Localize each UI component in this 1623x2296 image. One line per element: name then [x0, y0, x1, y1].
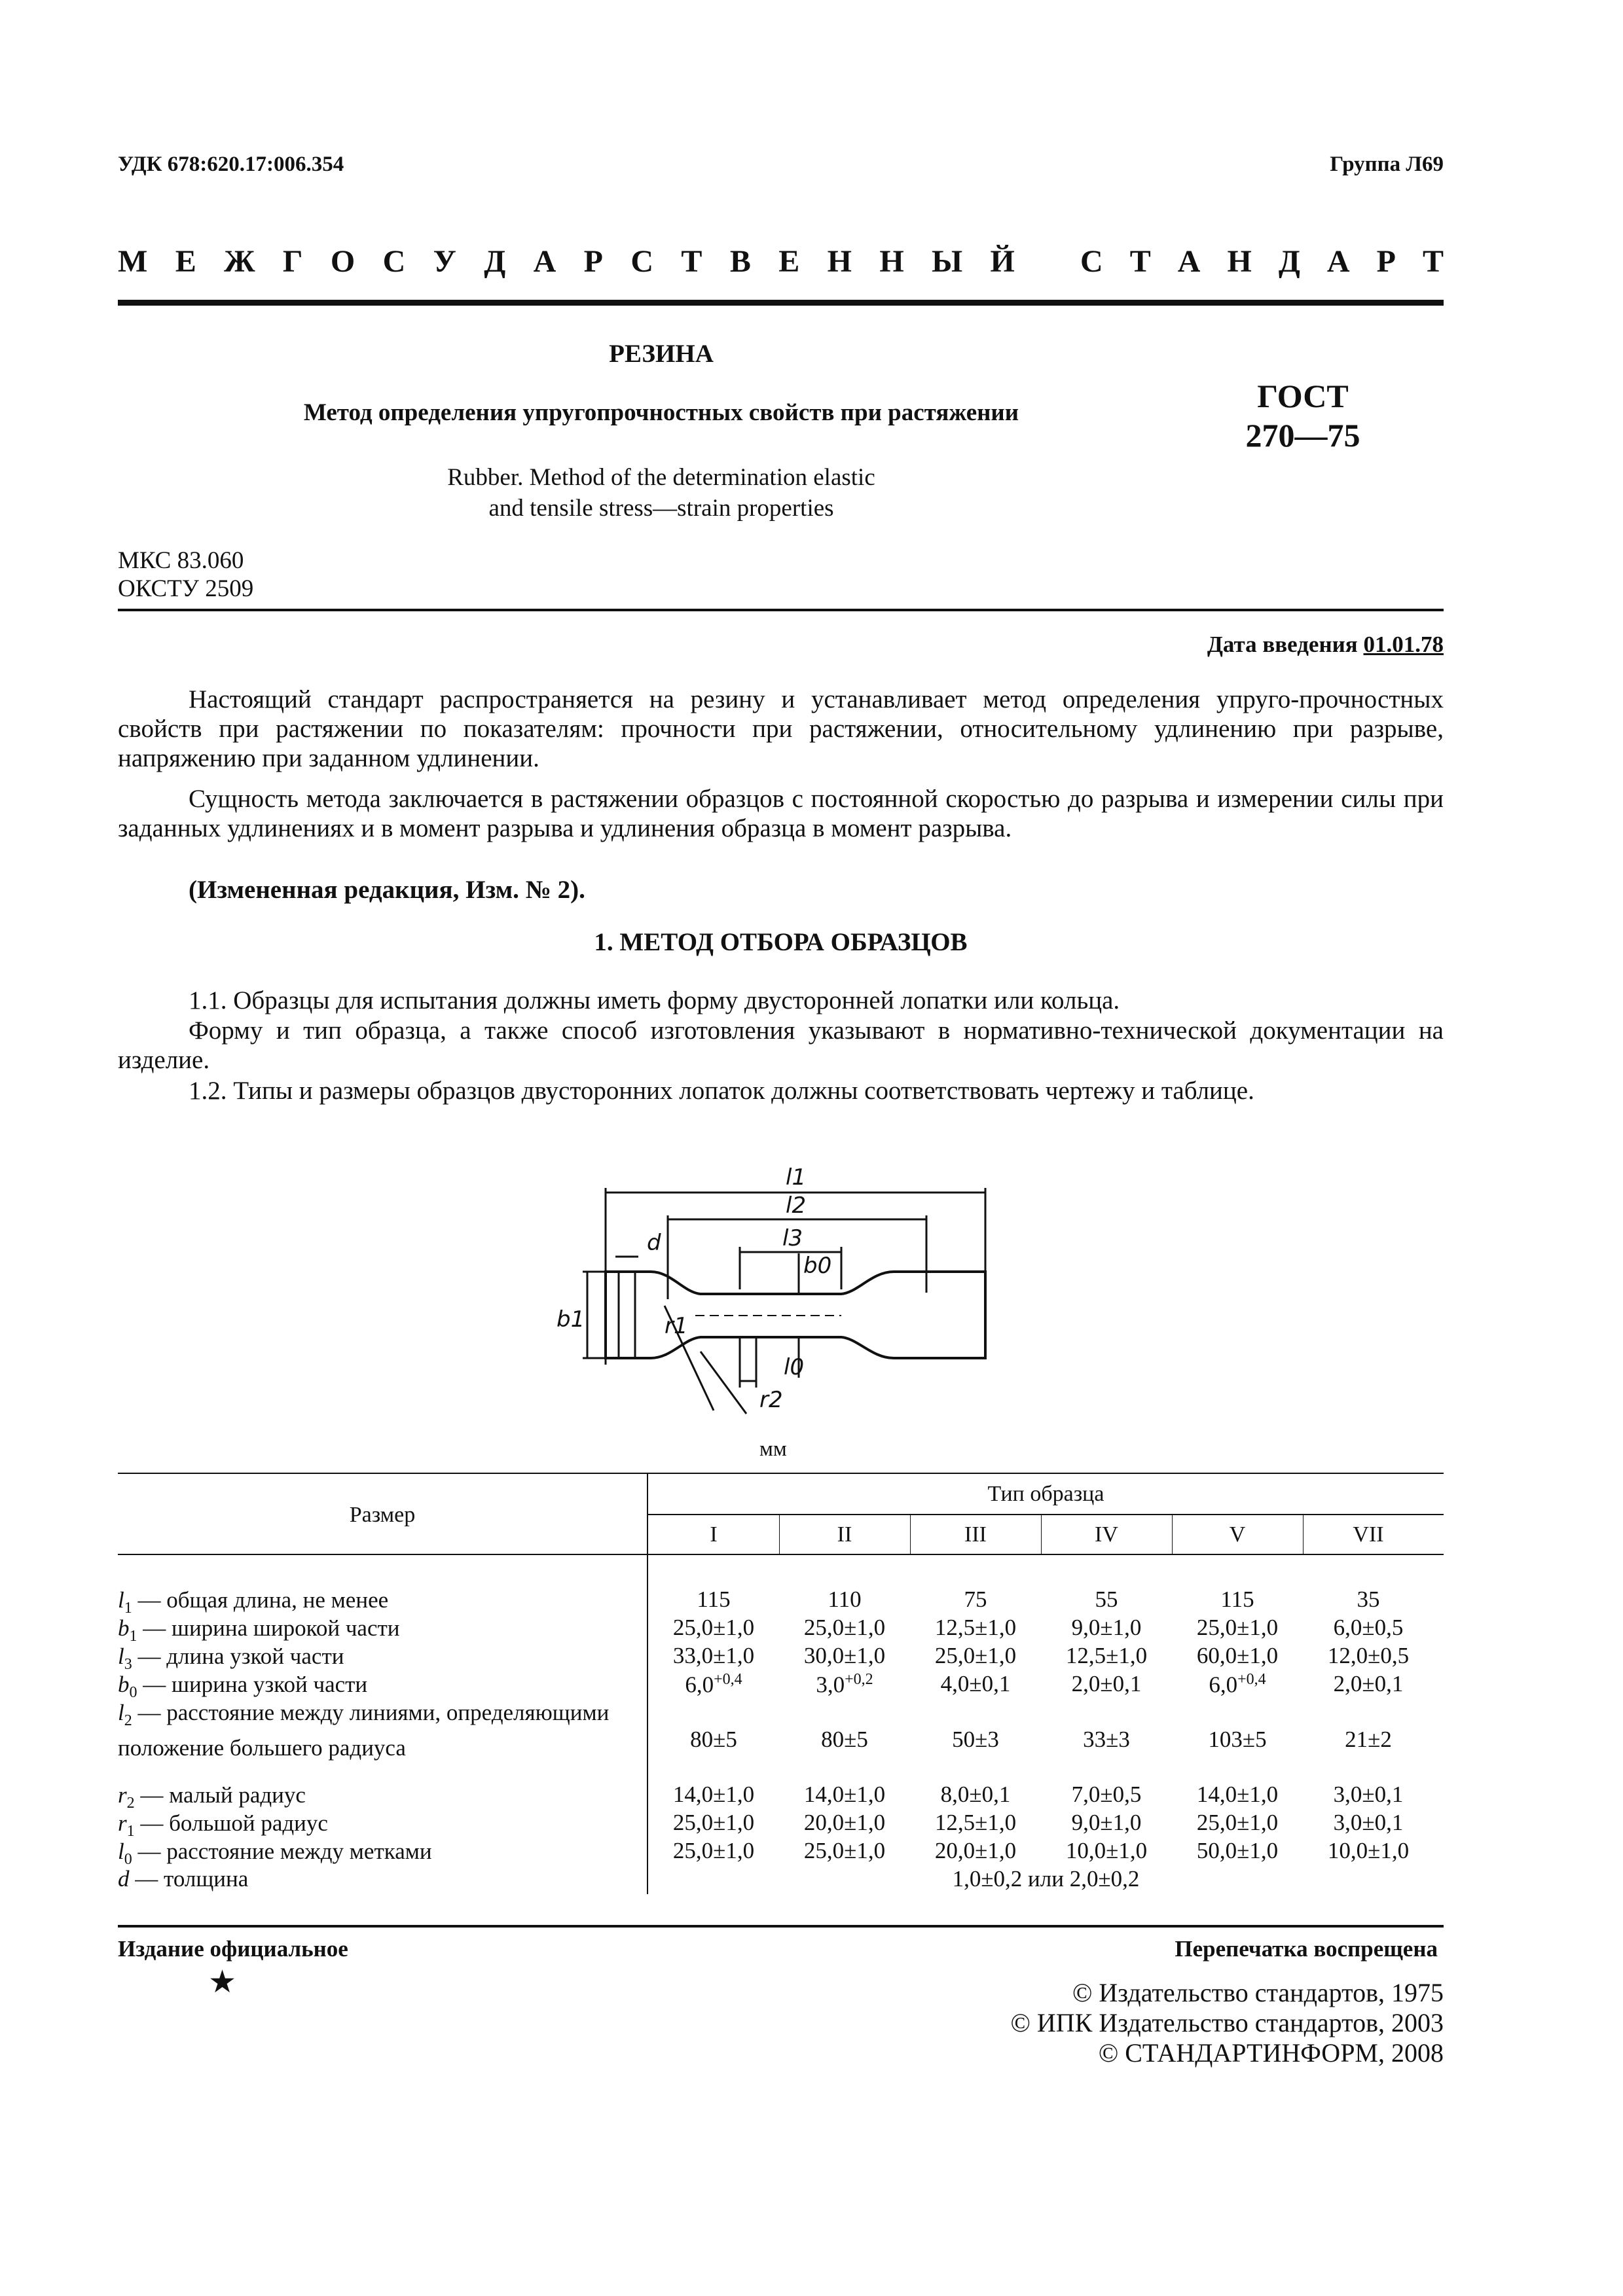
table-cell: 7,0±0,5	[1071, 1782, 1142, 1807]
banner-word1-letter: Е	[778, 244, 800, 279]
table-row-label	[118, 1699, 642, 1762]
specimen-drawing	[550, 1155, 1034, 1417]
intro-date	[1207, 632, 1444, 658]
table-cell: 3,0±0,1	[1333, 1782, 1404, 1807]
table-cell: 14,0±1,0	[803, 1782, 886, 1807]
table-cell: 33±3	[1083, 1727, 1130, 1752]
row-description: — толщина	[129, 1866, 249, 1892]
row-description: — расстояние между линиями, определяющими положение большего радиуса	[118, 1700, 610, 1761]
label-r2: r2	[759, 1387, 783, 1413]
banner-word1-letter: Д	[484, 244, 506, 279]
intro-date-label: Дата введения	[1207, 632, 1358, 657]
gost-designation	[1178, 376, 1427, 455]
table-cell: 8,0±0,1	[940, 1782, 1011, 1807]
table-row-label	[118, 1866, 248, 1892]
title-subtitle: Метод определения упругопрочностных свойств при растяжении	[303, 399, 1019, 426]
banner-word2-letter: Д	[1278, 244, 1300, 279]
standard-banner	[118, 243, 1444, 279]
label-l2: l2	[786, 1193, 807, 1219]
banner-word2-letter: Н	[1227, 244, 1252, 279]
row-symbol-subscript: 0	[129, 1684, 137, 1701]
table-cell: $6,0^{+0,4}$	[685, 1671, 742, 1698]
row-symbol-subscript: 0	[124, 1851, 132, 1868]
banner-word1-letter: Н	[827, 244, 852, 279]
table-cell: 75	[964, 1587, 987, 1612]
row-symbol-subscript: 2	[124, 1712, 132, 1729]
type-header-VII: VII	[1353, 1522, 1384, 1547]
gost-number: 270—75	[1245, 417, 1360, 454]
table-cell: 12,5±1,0	[1065, 1643, 1148, 1668]
udk-code: УДК 678:620.17:006.354	[118, 152, 344, 176]
label-d: d	[647, 1230, 661, 1256]
table-cell: 3,0±0,1	[1333, 1810, 1404, 1835]
banner-word1-letter: Г	[282, 244, 303, 279]
banner-word1-letter: Е	[175, 244, 196, 279]
table-cell: 2,0±0,1	[1071, 1671, 1142, 1696]
banner-word-interstate	[118, 243, 1015, 279]
banner-word2-letter: Р	[1376, 244, 1396, 279]
table-cell: 115	[697, 1587, 731, 1612]
table-cell: 20,0±1,0	[934, 1838, 1017, 1863]
table-cell: 14,0±1,0	[1196, 1782, 1279, 1807]
banner-word1-letter: С	[382, 244, 406, 279]
star-icon: ★	[208, 1965, 237, 2000]
intro-date-value: 01.01.78	[1363, 632, 1444, 657]
row-symbol: l	[118, 1587, 124, 1613]
row-symbol-subscript: 2	[126, 1795, 135, 1812]
banner-word1-letter: Ы	[932, 244, 963, 279]
banner-word2-letter: А	[1326, 244, 1350, 279]
table-cell: 14,0±1,0	[672, 1782, 755, 1807]
table-cell: 21±2	[1345, 1727, 1392, 1752]
banner-word-standard	[1080, 243, 1444, 279]
copyright-2003: © ИПК Издательство стандартов, 2003	[1010, 2008, 1444, 2037]
row-description: — расстояние между метками	[132, 1839, 432, 1864]
row-symbol: d	[118, 1866, 130, 1892]
table-cell: $3,0^{+0,2}$	[816, 1671, 873, 1698]
banner-word1-letter: У	[433, 244, 456, 279]
okstu-code: ОКСТУ 2509	[118, 575, 254, 602]
row-symbol: l	[118, 1839, 124, 1864]
label-b1: b1	[556, 1306, 585, 1333]
banner-word1-letter: А	[533, 244, 556, 279]
row-description: — малый радиус	[134, 1782, 306, 1808]
table-cell: 25,0±1,0	[672, 1615, 755, 1640]
banner-word2-letter: А	[1177, 244, 1201, 279]
banner-word2-letter: С	[1080, 244, 1103, 279]
label-l0: l0	[784, 1354, 805, 1380]
label-r1: r1	[665, 1313, 688, 1339]
title-english-line2: and tensile stress—strain properties	[488, 495, 834, 522]
specimen-outline	[606, 1272, 985, 1358]
tolerance-superscript: +0,2	[845, 1671, 873, 1688]
banner-word2-letter: Т	[1422, 244, 1444, 279]
banner-word1-letter: О	[330, 244, 356, 279]
row-symbol: r	[118, 1782, 127, 1808]
table-cell: 9,0±1,0	[1071, 1810, 1142, 1835]
table-cell: 35	[1357, 1587, 1380, 1612]
row-description: — большой радиус	[134, 1810, 328, 1836]
row-symbol-subscript: 3	[124, 1656, 132, 1673]
table-header-rule	[118, 1554, 1444, 1555]
table-cell: 110	[828, 1587, 862, 1612]
banner-word1-letter: Н	[879, 244, 904, 279]
col-header-type: Тип образца	[987, 1482, 1104, 1506]
row-symbol: l	[118, 1700, 124, 1725]
official-edition: Издание официальное	[118, 1936, 348, 1962]
table-cell: 50±3	[952, 1727, 999, 1752]
group-code: Группа Л69	[1330, 152, 1444, 176]
table-cell: 25,0±1,0	[803, 1838, 886, 1863]
title-english-line1: Rubber. Method of the determination elastic	[447, 464, 875, 491]
table-cell: 6,0±0,5	[1333, 1615, 1404, 1640]
title-block-rule	[118, 609, 1444, 611]
tolerance-superscript: +0,4	[714, 1671, 742, 1688]
table-cell: 9,0±1,0	[1071, 1615, 1142, 1640]
banner-word1-letter: Р	[583, 244, 603, 279]
table-cell: $6,0^{+0,4}$	[1209, 1671, 1266, 1698]
table-cell: 2,0±0,1	[1333, 1671, 1404, 1696]
table-cell: 20,0±1,0	[803, 1810, 886, 1835]
row-symbol-subscript: 1	[126, 1823, 135, 1840]
row-symbol-subscript: 1	[129, 1628, 137, 1645]
type-header-IV: IV	[1095, 1522, 1118, 1547]
banner-word1-letter: Й	[990, 244, 1015, 279]
table-top-rule	[118, 1473, 1444, 1474]
table-cell: 50,0±1,0	[1196, 1838, 1279, 1863]
banner-word1-letter: С	[630, 244, 654, 279]
label-l3: l3	[782, 1225, 803, 1251]
col-header-size: Размер	[349, 1503, 416, 1527]
row-symbol: l	[118, 1643, 124, 1669]
table-type-rule	[648, 1514, 1444, 1515]
classification-codes	[118, 547, 253, 603]
table-cell: 30,0±1,0	[803, 1643, 886, 1668]
table-cell: 12,0±0,5	[1327, 1643, 1410, 1668]
table-cell: 25,0±1,0	[803, 1615, 886, 1640]
type-header-I: I	[710, 1522, 718, 1547]
table-cell: 60,0±1,0	[1196, 1643, 1279, 1668]
banner-word1-letter: М	[118, 244, 148, 279]
type-header-II: II	[837, 1522, 852, 1547]
label-b0: b0	[803, 1253, 832, 1279]
header-thick-rule	[118, 300, 1444, 306]
footer-rule	[118, 1925, 1444, 1928]
table-cell: 12,5±1,0	[934, 1810, 1017, 1835]
mks-code: МКС 83.060	[118, 547, 244, 574]
table-cell: 25,0±1,0	[672, 1810, 755, 1835]
title-main: РЕЗИНА	[609, 340, 714, 368]
table-cell: 55	[1095, 1587, 1118, 1612]
table-cell: 25,0±1,0	[672, 1838, 755, 1863]
row-symbol: b	[118, 1672, 130, 1697]
banner-word2-letter: Т	[1129, 244, 1151, 279]
title-english	[118, 462, 1205, 524]
type-header-III: III	[964, 1522, 987, 1547]
paragraph-1-2: 1.2. Типы и размеры образцов двусторонних лопаток должны соответствовать чертежу и таблице.	[189, 1077, 1254, 1105]
row-description: — длина узкой части	[132, 1643, 344, 1669]
banner-word1-letter: В	[729, 244, 751, 279]
row-symbol-subscript: 1	[124, 1600, 132, 1617]
row-symbol: r	[118, 1810, 127, 1836]
tolerance-superscript: +0,4	[1237, 1671, 1266, 1688]
table-cell: 33,0±1,0	[672, 1643, 755, 1668]
table-cell: 4,0±0,1	[940, 1671, 1011, 1696]
copyright-1975: © Издательство стандартов, 1975	[1072, 1978, 1444, 2007]
row-symbol: b	[118, 1615, 130, 1641]
table-cell: 12,5±1,0	[934, 1615, 1017, 1640]
reprint-notice: Перепечатка воспрещена	[1175, 1936, 1438, 1962]
unit-label: мм	[759, 1437, 787, 1461]
label-l1: l1	[786, 1164, 807, 1191]
row-description: — общая длина, не менее	[132, 1587, 389, 1613]
paragraph-1-1: 1.1. Образцы для испытания должны иметь форму двусторонней лопатки или кольца.	[189, 986, 1120, 1014]
paragraph-scope: Настоящий стандарт распространяется на резину и устанавливает метод определения упруго-прочностных свойств при растяжении по показателям: прочности при растяжении, относительному удлинению при разрыве, напряжению при заданном удлинении.	[118, 685, 1444, 772]
table-cell: 115	[1220, 1587, 1254, 1612]
copyright-2008: © СТАНДАРТИНФОРМ, 2008	[1098, 2038, 1444, 2068]
table-cell: 25,0±1,0	[1196, 1615, 1279, 1640]
table-cell: 10,0±1,0	[1065, 1838, 1148, 1863]
row-description: — ширина широкой части	[137, 1615, 400, 1641]
table-cell: 10,0±1,0	[1327, 1838, 1410, 1863]
type-header-V: V	[1229, 1522, 1246, 1547]
table-cell: 25,0±1,0	[1196, 1810, 1279, 1835]
row-description: — ширина узкой части	[137, 1672, 368, 1697]
table-cell: 103±5	[1208, 1727, 1267, 1752]
amendment-note: (Измененная редакция, Изм. № 2).	[189, 876, 585, 904]
gost-label: ГОСТ	[1257, 378, 1349, 414]
thickness-value: 1,0±0,2 или 2,0±0,2	[952, 1866, 1140, 1892]
paragraph-1-1b: Форму и тип образца, а также способ изготовления указывают в нормативно-технической документации на изделие.	[118, 1016, 1444, 1074]
paragraph-essence: Сущность метода заключается в растяжении образцов с постоянной скоростью до разрыва и измерении силы при заданных удлинениях и в момент разрыва и удлинения образца в момент разрыва.	[118, 785, 1444, 842]
copyright-block	[1011, 1978, 1444, 2068]
table-cell: 80±5	[690, 1727, 737, 1752]
section-heading: 1. МЕТОД ОТБОРА ОБРАЗЦОВ	[594, 928, 968, 956]
table-cell: 80±5	[821, 1727, 868, 1752]
banner-word1-letter: Ж	[224, 244, 255, 279]
table-cell: 25,0±1,0	[934, 1643, 1017, 1668]
banner-word1-letter: Т	[681, 244, 702, 279]
